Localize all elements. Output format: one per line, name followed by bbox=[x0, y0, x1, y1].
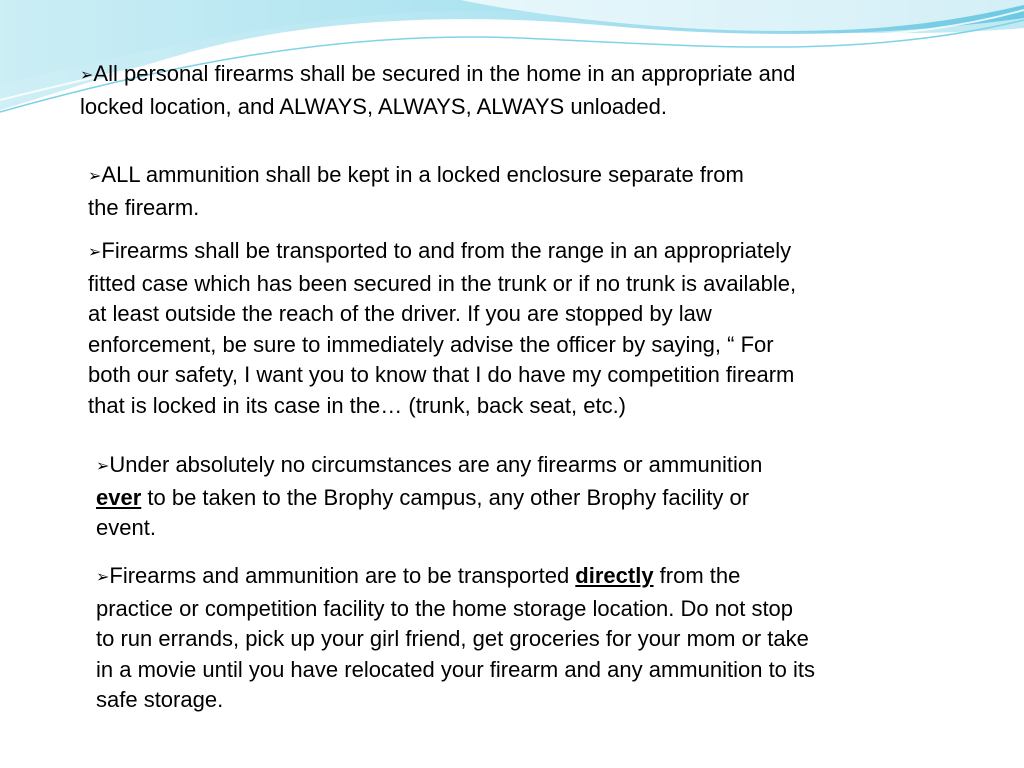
arrow-bullet-icon: ➢ bbox=[88, 168, 102, 185]
bullet-1-line-1: ➢All personal firearms shall be secured in the home in an appropriate and bbox=[80, 61, 796, 86]
bullet-no-firearms-campus bbox=[96, 450, 762, 544]
bullet-3-line-6: that is locked in its case in the… (trunk, back seat, etc.) bbox=[88, 392, 627, 418]
bullet-2-line-1: ➢ALL ammunition shall be kept in a locked enclosure separate from bbox=[88, 162, 744, 187]
bullet-2-line-2: the firearm. bbox=[88, 194, 200, 220]
arrow-bullet-icon: ➢ bbox=[96, 458, 110, 475]
bullet-3-line-5: both our safety, I want you to know that I do have my competition firearm bbox=[88, 362, 795, 387]
bullet-4-line-2: ever to be taken to the Brophy campus, any other Brophy facility or bbox=[96, 484, 750, 510]
emphasis-ever: ever bbox=[96, 484, 142, 510]
bullet-5-line-3: to run errands, pick up your girl friend, get groceries for your mom or take bbox=[96, 626, 809, 651]
bullet-3-line-3: at least outside the reach of the driver. If you are stopped by law bbox=[88, 301, 712, 326]
bullet-3-line-2: fitted case which has been secured in the trunk or if no trunk is available, bbox=[88, 270, 797, 296]
bullet-4-line-3: event. bbox=[96, 515, 156, 540]
bullet-3-line-1: ➢Firearms shall be transported to and from the range in an appropriately bbox=[88, 238, 792, 263]
bullet-5-line-2: practice or competition facility to the home storage location. Do not stop bbox=[96, 595, 794, 621]
bullet-secure-firearms-home bbox=[80, 59, 795, 122]
emphasis-directly: directly bbox=[575, 563, 654, 588]
bullet-5-line-5: safe storage. bbox=[96, 687, 224, 712]
bullet-1-line-2: locked location, and ALWAYS, ALWAYS, ALWAYS unloaded. bbox=[80, 93, 667, 119]
bullet-transport-range bbox=[88, 236, 796, 421]
arrow-bullet-icon: ➢ bbox=[96, 569, 110, 586]
bullet-transport-directly bbox=[96, 561, 815, 716]
arrow-bullet-icon: ➢ bbox=[88, 244, 102, 261]
bullet-5-line-4: in a movie until you have relocated your firearm and any ammunition to its bbox=[96, 656, 816, 682]
arrow-bullet-icon: ➢ bbox=[80, 67, 94, 84]
bullet-4-line-1: ➢Under absolutely no circumstances are any firearms or ammunition bbox=[96, 452, 763, 477]
bullet-3-line-4: enforcement, be sure to immediately advise the officer by saying, “ For bbox=[88, 331, 774, 357]
bullet-5-line-1: ➢Firearms and ammunition are to be transported directly from the bbox=[96, 563, 741, 588]
bullet-ammunition-locked bbox=[88, 160, 744, 223]
